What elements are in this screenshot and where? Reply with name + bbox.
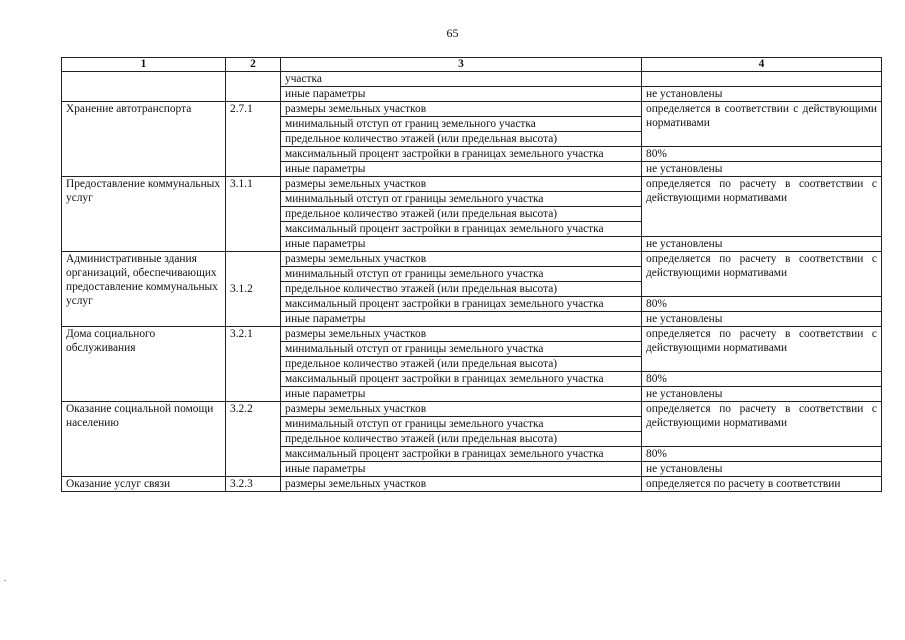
header-row [62,58,882,72]
param-cell: размеры земельных участков [281,327,642,342]
table-row [62,327,882,342]
header-col-1: 1 [62,58,226,72]
param-cell: предельное количество этажей (или предельная высота) [281,207,642,222]
param-cell: предельное количество этажей (или предельная высота) [281,132,642,147]
value-cell: не установлены [642,312,882,327]
regulations-table [61,57,882,492]
param-cell: предельное количество этажей (или предельная высота) [281,432,642,447]
value-cell: не установлены [642,387,882,402]
param-cell: размеры земельных участков [281,177,642,192]
table-row [62,102,882,117]
code-cell: 3.1.2 [226,252,281,327]
param-cell: минимальный отступ от границы земельного участка [281,417,642,432]
param-cell: размеры земельных участков [281,402,642,417]
value-cell: определяется по расчету в соответствии с действующими нормативами [642,402,882,447]
param-cell: иные параметры [281,237,642,252]
table-row [62,252,882,267]
param-cell: иные параметры [281,462,642,477]
value-cell: определяется в соответствии с действующими нормативами [642,102,882,147]
param-cell: минимальный отступ от границы земельного участка [281,267,642,282]
value-cell: определяется по расчету в соответствии [642,477,882,492]
code-cell: 3.2.1 [226,327,281,402]
header-col-4: 4 [642,58,882,72]
code-cell-empty [226,72,281,102]
param-cell: минимальный отступ от границы земельного участка [281,192,642,207]
param-cell: участка [281,72,642,87]
code-cell: 3.2.3 [226,477,281,492]
table-row [62,402,882,417]
value-cell: не установлены [642,87,882,102]
param-cell: иные параметры [281,387,642,402]
header-col-2: 2 [226,58,281,72]
param-cell: предельное количество этажей (или предельная высота) [281,357,642,372]
param-cell: максимальный процент застройки в границах земельного участка [281,297,642,312]
param-cell: иные параметры [281,87,642,102]
param-cell: максимальный процент застройки в границах земельного участка [281,372,642,387]
code-cell: 2.7.1 [226,102,281,177]
header-col-3: 3 [281,58,642,72]
table-row [62,177,882,192]
param-cell: максимальный процент застройки в границах земельного участка [281,147,642,162]
table-row [62,477,882,492]
value-cell-empty [642,72,882,87]
param-cell: иные параметры [281,162,642,177]
name-cell: Предоставление коммунальных услуг [62,177,226,252]
code-cell: 3.1.1 [226,177,281,252]
page-number: 65 [446,26,459,40]
value-cell: не установлены [642,237,882,252]
value-cell: 80% [642,147,882,162]
value-cell: определяется по расчету в соответствии с действующими нормативами [642,177,882,237]
name-cell-empty [62,72,226,102]
param-cell: максимальный процент застройки в границах земельного участка [281,447,642,462]
value-cell: 80% [642,447,882,462]
value-cell: 80% [642,372,882,387]
value-cell: 80% [642,297,882,312]
param-cell: размеры земельных участков [281,102,642,117]
name-cell: Дома социального обслуживания [62,327,226,402]
param-cell: иные параметры [281,312,642,327]
scan-mark [4,580,6,581]
table-row [62,72,882,87]
value-cell: определяется по расчету в соответствии с действующими нормативами [642,252,882,297]
value-cell: определяется по расчету в соответствии с действующими нормативами [642,327,882,372]
code-cell: 3.2.2 [226,402,281,477]
param-cell: предельное количество этажей (или предельная высота) [281,282,642,297]
param-cell: минимальный отступ от границы земельного участка [281,342,642,357]
name-cell: Хранение автотранспорта [62,102,226,177]
name-cell: Оказание социальной помощи населению [62,402,226,477]
param-cell: минимальный отступ от границ земельного участка [281,117,642,132]
name-cell: Оказание услуг связи [62,477,226,492]
name-cell: Административные здания организаций, обеспечивающих предоставление коммунальных услуг [62,252,226,327]
param-cell: размеры земельных участков [281,477,642,492]
value-cell: не установлены [642,162,882,177]
param-cell: максимальный процент застройки в границах земельного участка [281,222,642,237]
param-cell: размеры земельных участков [281,252,642,267]
value-cell: не установлены [642,462,882,477]
